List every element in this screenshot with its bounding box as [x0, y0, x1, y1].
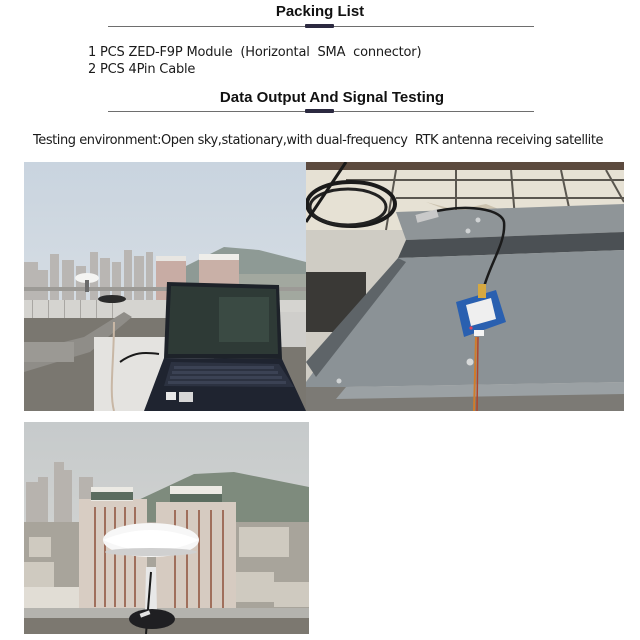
packing-item-cable: 2 PCS 4Pin Cable — [88, 62, 196, 77]
photo-module-on-ledge — [306, 162, 624, 411]
testing-environment-caption: Testing environment:Open sky,stationary,with dual-frequency RTK antenna receiving satellite — [33, 133, 604, 148]
packing-item-module: 1 PCS ZED-F9P Module (Horizontal SMA connector) — [88, 45, 422, 60]
photo-rtk-antenna-skyline — [24, 422, 309, 634]
data-output-divider-accent — [305, 109, 334, 113]
rtk-antenna-image — [24, 422, 309, 634]
packing-list-title: Packing List — [275, 3, 365, 20]
module-on-ledge-image — [306, 162, 624, 411]
packing-list-divider-accent — [305, 24, 334, 28]
rooftop-laptop-image — [24, 162, 306, 411]
photo-rooftop-laptop-setup — [24, 162, 306, 411]
data-output-title: Data Output And Signal Testing — [219, 89, 445, 106]
